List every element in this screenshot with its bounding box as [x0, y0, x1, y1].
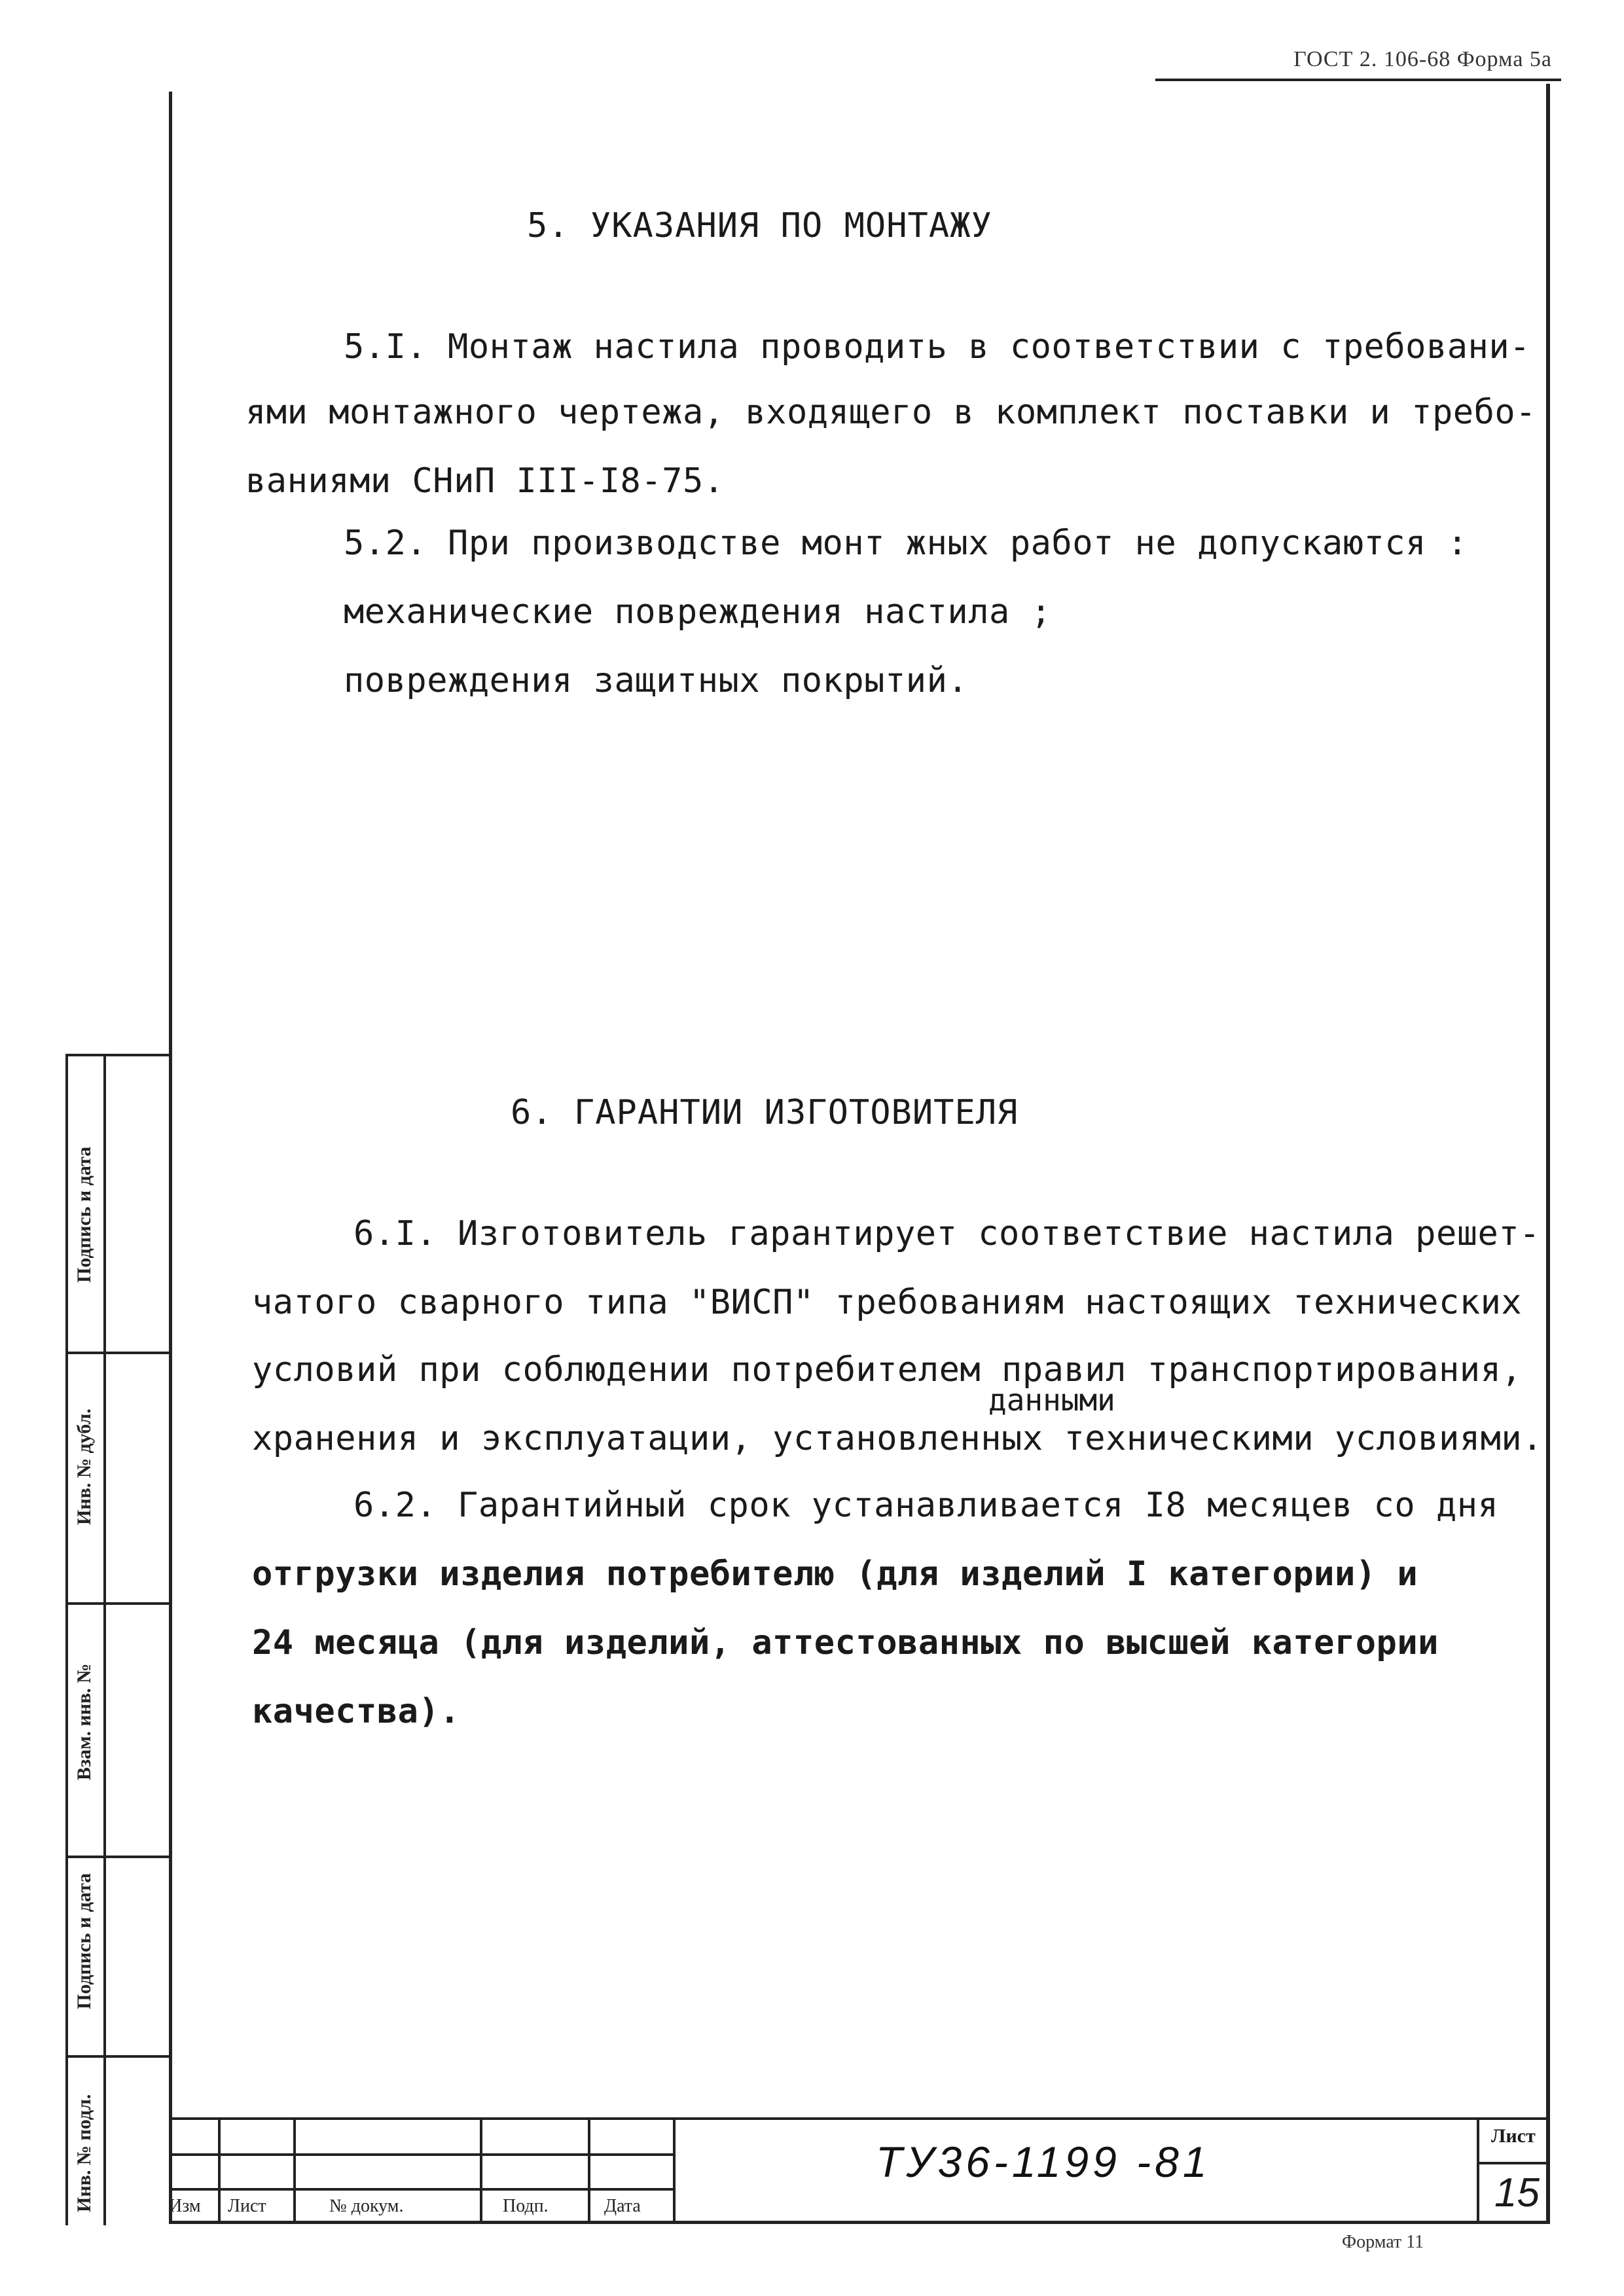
section-6-title: 6. ГАРАНТИИ ИЗГОТОВИТЕЛЯ — [511, 1093, 1019, 1132]
binding-stamp — [65, 1054, 169, 2225]
stamp-divider — [65, 1602, 169, 1605]
title-block-rule — [169, 2153, 673, 2156]
stamp-divider — [65, 1352, 169, 1354]
frame-left-border — [169, 92, 172, 2222]
column-label: Изм — [169, 2196, 201, 2216]
paragraph-line: ями монтажного чертежа, входящего в комплект поставки и требо- — [245, 393, 1537, 432]
paragraph-line: качества). — [252, 1692, 461, 1731]
paragraph-line: 6.2. Гарантийный срок устанавливается I8 месяцев со дня — [353, 1486, 1499, 1525]
column-label: Лист — [228, 2196, 266, 2216]
paragraph-line: 5.2. При производстве монт жных работ не допускаются : — [344, 524, 1468, 563]
handwritten-insertion: данными — [988, 1382, 1115, 1418]
sheet-number: 15 — [1494, 2170, 1540, 2215]
paragraph-line: хранения и эксплуатации, установленных техническими условиями. — [252, 1419, 1543, 1458]
frame-right-border — [1546, 84, 1550, 2224]
paragraph-line: отгрузки изделия потребителю (для изделий I категории) и — [252, 1554, 1418, 1594]
title-block — [169, 2117, 1550, 2222]
paragraph-line: чатого сварного типа "ВИСП" требованиям настоящих технических — [252, 1283, 1523, 1322]
column-label: Подп. — [503, 2196, 549, 2216]
paragraph-line: механические повреждения настила ; — [344, 592, 1052, 632]
paragraph-line: 24 месяца (для изделий, аттестованных по высшей категории — [252, 1623, 1439, 1662]
stamp-label: Подпись и дата — [73, 1873, 95, 2009]
section-5-title: 5. УКАЗАНИЯ ПО МОНТАЖУ — [527, 206, 992, 245]
paragraph-line: ваниями СНиП III-I8-75. — [245, 461, 725, 501]
title-block-top-rule — [169, 2117, 1550, 2120]
title-block-divider — [673, 2117, 676, 2222]
standard-reference: ГОСТ 2. 106-68 Форма 5а — [1293, 47, 1552, 71]
document-code: ТУ36-1199 -81 — [876, 2138, 1211, 2186]
title-block-divider — [1477, 2117, 1479, 2222]
stamp-divider — [103, 1054, 106, 2225]
stamp-label: Инв. № дубл. — [73, 1408, 95, 1525]
title-block-rule — [1477, 2162, 1550, 2164]
paragraph-line: 5.I. Монтаж настила проводить в соответствии с требовани- — [344, 327, 1530, 367]
paragraph-line: условий при соблюдении потребителем правил транспортирования, — [252, 1350, 1523, 1390]
stamp-label: Подпись и дата — [73, 1146, 95, 1283]
title-block-divider — [293, 2117, 296, 2222]
title-block-divider — [480, 2117, 482, 2222]
stamp-label: Инв. № подл. — [73, 2094, 95, 2212]
paragraph-line: повреждения защитных покрытий. — [344, 661, 969, 700]
stamp-divider — [65, 1054, 169, 1056]
column-label: Дата — [604, 2196, 641, 2216]
stamp-divider — [65, 2055, 169, 2058]
paragraph-line: 6.I. Изготовитель гарантирует соответствие настила решет- — [353, 1214, 1540, 1253]
stamp-border — [65, 1054, 68, 2225]
title-block-divider — [218, 2117, 221, 2222]
title-block-divider — [588, 2117, 590, 2222]
stamp-label: Взам. инв. № — [73, 1663, 95, 1780]
column-label: № докум. — [329, 2196, 404, 2216]
format-label: Формат 11 — [1342, 2232, 1424, 2252]
stamp-divider — [65, 1856, 169, 1858]
title-block-rule — [169, 2188, 673, 2191]
sheet-label: Лист — [1491, 2125, 1536, 2147]
header-rule — [1155, 79, 1561, 81]
